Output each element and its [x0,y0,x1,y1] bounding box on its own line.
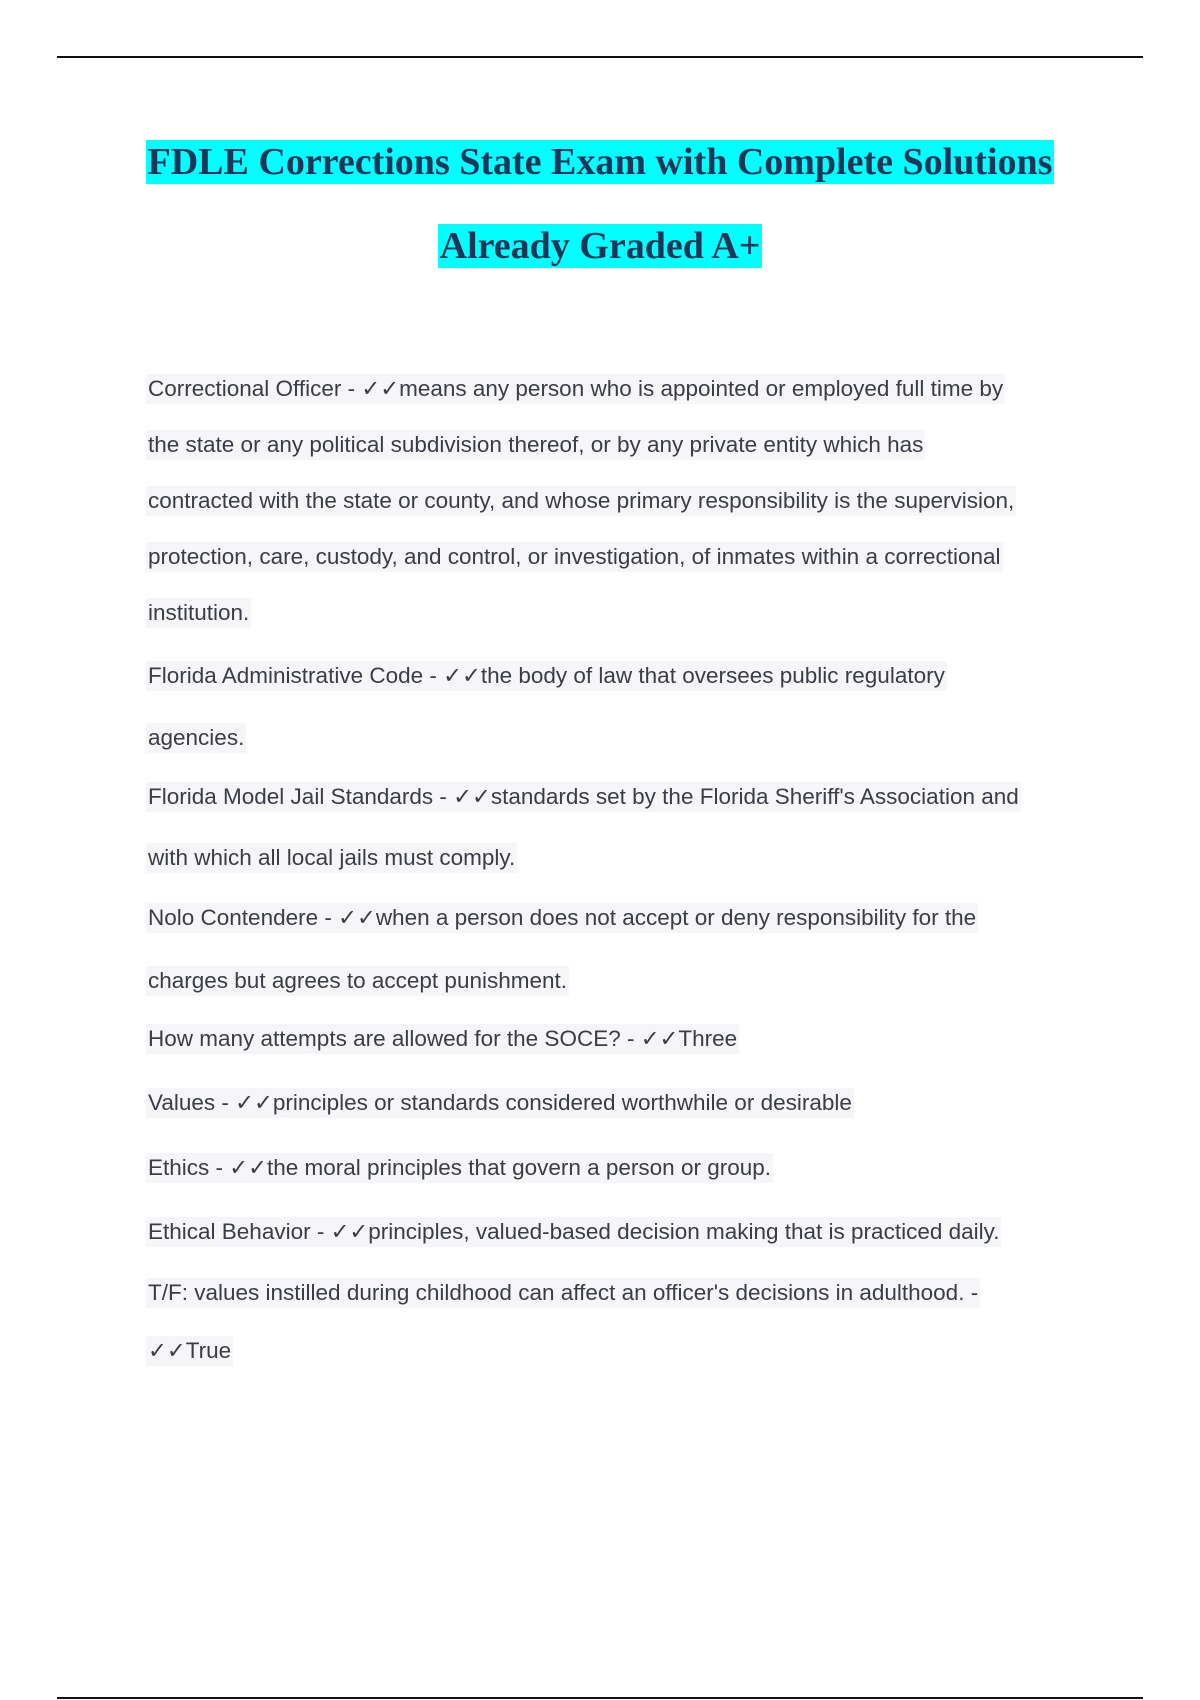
entry-line: ✓✓True [146,1336,233,1366]
header-rule [57,56,1143,58]
title-line-2: Already Graded A+ [439,225,761,267]
entry-line: with which all local jails must comply. [146,843,517,873]
entry-line: Values - ✓✓principles or standards considered worthwhile or desirable [146,1088,854,1118]
entry-line: charges but agrees to accept punishment. [146,966,569,996]
entry-line: How many attempts are allowed for the SOCE? - ✓✓Three [146,1024,739,1054]
entry-line: Florida Administrative Code - ✓✓the body of law that oversees public regulatory [146,661,947,691]
entry-line: contracted with the state or county, and whose primary responsibility is the supervision, [146,486,1016,516]
entry-line: the state or any political subdivision thereof, or by any private entity which has [146,430,925,460]
title-line-1: FDLE Corrections State Exam with Complete Solutions [147,141,1053,183]
entry-line: Nolo Contendere - ✓✓when a person does not accept or deny responsibility for the [146,903,978,933]
footer-rule [57,1697,1143,1699]
entry-line: agencies. [146,723,246,753]
entry-line: Correctional Officer - ✓✓means any person who is appointed or employed full time by [146,374,1005,404]
entry-line: Ethics - ✓✓the moral principles that govern a person or group. [146,1153,773,1183]
entry-line: Florida Model Jail Standards - ✓✓standards set by the Florida Sheriff's Association and [146,782,1021,812]
document-title [0,140,1200,268]
entry-line: protection, care, custody, and control, or investigation, of inmates within a correctional [146,542,1003,572]
entry-line: institution. [146,598,251,628]
entry-line: T/F: values instilled during childhood can affect an officer's decisions in adulthood. - [146,1278,980,1308]
entry-line: Ethical Behavior - ✓✓principles, valued-based decision making that is practiced daily. [146,1217,1001,1247]
